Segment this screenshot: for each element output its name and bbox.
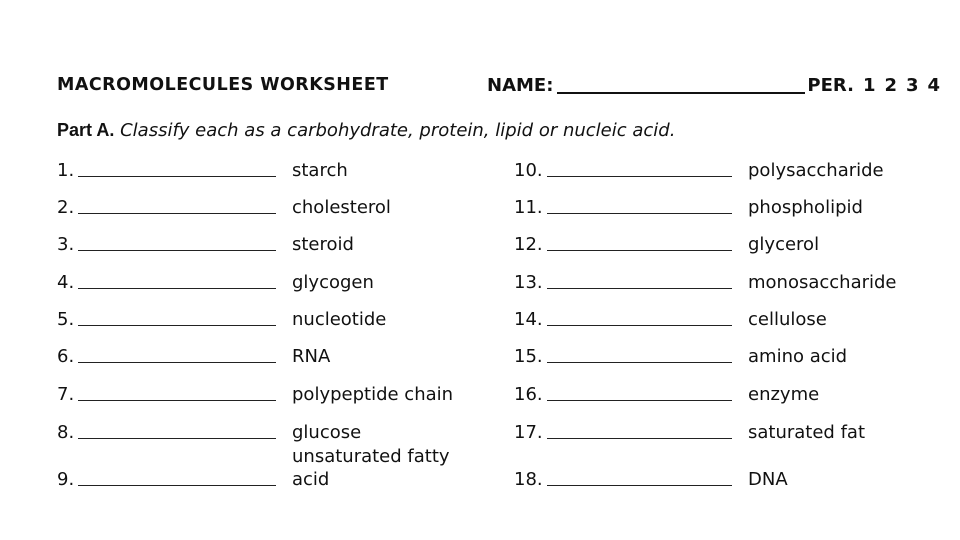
item-number: 15. [514, 346, 543, 367]
answer-blank[interactable] [547, 309, 732, 326]
list-item-14 [514, 309, 732, 330]
answer-blank[interactable] [78, 234, 276, 251]
answer-blank[interactable] [547, 197, 732, 214]
term-3: steroid [292, 234, 354, 255]
term-2: cholesterol [292, 197, 391, 218]
list-item-9 [57, 469, 276, 490]
answer-blank[interactable] [547, 469, 732, 486]
list-item-12 [514, 234, 732, 255]
item-number: 11. [514, 197, 543, 218]
answer-blank[interactable] [547, 422, 732, 439]
item-number: 16. [514, 384, 543, 405]
term-8: glucose [292, 422, 362, 443]
list-item-2 [57, 197, 276, 218]
term-16: enzyme [748, 384, 820, 405]
answer-blank[interactable] [547, 346, 732, 363]
item-number: 18. [514, 469, 543, 490]
list-item-1 [57, 160, 276, 181]
period-options [854, 75, 940, 96]
term-15: amino acid [748, 346, 848, 367]
list-item-3 [57, 234, 276, 255]
period-option-2[interactable]: 2 [884, 75, 897, 96]
period-option-3[interactable]: 3 [906, 75, 919, 96]
list-item-13 [514, 272, 732, 293]
answer-blank[interactable] [78, 469, 276, 486]
item-number: 9. [57, 469, 75, 490]
term-5: nucleotide [292, 309, 387, 330]
answer-blank[interactable] [547, 384, 732, 401]
item-number: 6. [57, 346, 75, 367]
list-item-11 [514, 197, 732, 218]
part-label: Part A. [57, 120, 115, 140]
answer-blank[interactable] [78, 384, 276, 401]
term-1: starch [292, 160, 348, 181]
answer-blank[interactable] [78, 346, 276, 363]
term-9: unsaturated fatty acid [292, 446, 450, 490]
answer-blank[interactable] [78, 422, 276, 439]
period-label: PER. [807, 75, 854, 96]
term-14: cellulose [748, 309, 827, 330]
list-item-10 [514, 160, 732, 181]
list-item-15 [514, 346, 732, 367]
item-number: 5. [57, 309, 75, 330]
item-number: 14. [514, 309, 543, 330]
name-period-row [487, 74, 940, 96]
term-7: polypeptide chain [292, 384, 454, 405]
name-blank[interactable] [557, 74, 805, 94]
list-item-16 [514, 384, 732, 405]
term-10: polysaccharide [748, 160, 884, 181]
term-12: glycerol [748, 234, 820, 255]
item-number: 10. [514, 160, 543, 181]
term-11: phospholipid [748, 197, 863, 218]
period-option-4[interactable]: 4 [927, 75, 941, 96]
item-number: 4. [57, 272, 75, 293]
answer-blank[interactable] [78, 160, 276, 177]
item-number: 7. [57, 384, 75, 405]
instructions [57, 120, 675, 141]
item-number: 8. [57, 422, 75, 443]
name-label: NAME: [487, 75, 554, 96]
item-number: 3. [57, 234, 75, 255]
term-18: DNA [748, 469, 788, 490]
item-number: 12. [514, 234, 543, 255]
list-item-6 [57, 346, 276, 367]
term-4: glycogen [292, 272, 374, 293]
list-item-5 [57, 309, 276, 330]
term-6: RNA [292, 346, 331, 367]
answer-blank[interactable] [547, 272, 732, 289]
list-item-4 [57, 272, 276, 293]
list-item-18 [514, 469, 732, 490]
answer-blank[interactable] [78, 309, 276, 326]
list-item-17 [514, 422, 732, 443]
answer-blank[interactable] [547, 234, 732, 251]
term-17: saturated fat [748, 422, 866, 443]
period-option-1[interactable]: 1 [862, 75, 876, 96]
answer-blank[interactable] [78, 272, 276, 289]
list-item-8 [57, 422, 276, 443]
item-number: 2. [57, 197, 75, 218]
item-number: 1. [57, 160, 75, 181]
item-number: 13. [514, 272, 543, 293]
list-item-7 [57, 384, 276, 405]
item-number: 17. [514, 422, 543, 443]
answer-blank[interactable] [547, 160, 732, 177]
worksheet-title: MACROMOLECULES WORKSHEET [57, 74, 389, 95]
instructions-text: Classify each as a carbohydrate, protein, lipid or nucleic acid. [120, 120, 676, 141]
term-13: monosaccharide [748, 272, 897, 293]
answer-blank[interactable] [78, 197, 276, 214]
